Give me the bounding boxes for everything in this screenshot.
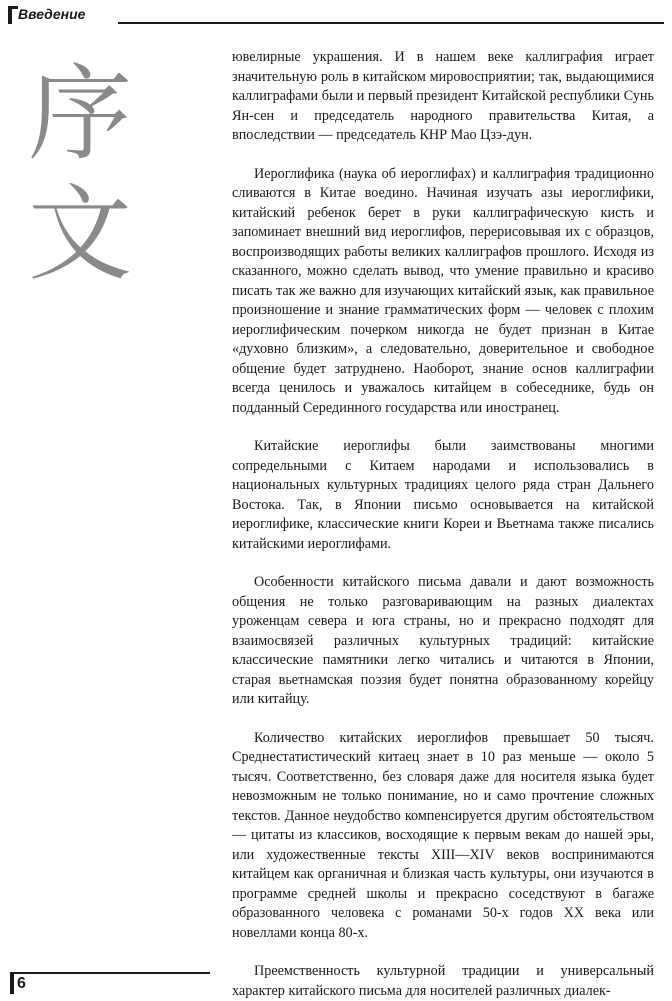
footer-rule — [10, 972, 210, 974]
paragraph-6: Преемственность культурной традиции и универсальный характер китайского письма для носителей различных диалек- — [232, 963, 654, 999]
page-number: 6 — [17, 975, 26, 992]
header-bracket-top-mark — [8, 6, 18, 9]
header-rule — [118, 22, 664, 24]
section-title: Введение — [18, 6, 86, 22]
paragraph-1: ювелирные украшения. И в нашем веке каллиграфия играет значительную роль в китайском мировосприятии; так, выдающимися каллиграфами были и первый президент Китайской республики Сунь Ян-сен и председатель народного правительства Китая, а впоследствии — председатель КНР Мао Цзэ-дун. — [232, 49, 654, 143]
footer-bracket-mark — [10, 972, 14, 994]
paragraph-2: Иероглифика (наука об иероглифах) и каллиграфия традиционно сливаются в Китае воедино. Начиная изучать азы иероглифики, китайский ребенок берет в руки каллиграфическую кисть и запоминает внешний вид иероглифов, перерисовывая их с образцов, воспроизводящих работы великих каллиграфов прошлого. Исходя из сказанного, можно сделать вывод, что умение правильно и красиво писать так же важно для изучающих китайский язык, как правильное произношение и знание грамматических форм — человек с плохим иероглифическим почерком никогда не будет признан в Китае «духовно близким», а следовательно, доверительное и свободное общение будет затруднено. Наоборот, знание основ каллиграфии всегда ценилось и уважалось китайцем в собеседнике, будь он подданный Серединного государства или иностранец. — [232, 165, 654, 416]
decorative-character-xu: 序 — [27, 53, 132, 175]
paragraph-3: Китайские иероглифы были заимствованы многими сопредельными с Китаем народами и использовались в национальных культурных традициях целого ряда стран Дальнего Востока. Так, в Японии письмо основывается на китайской иероглифике, классические книги Кореи и Вьетнама также писались китайскими иероглифами. — [232, 438, 654, 552]
paragraph-4: Особенности китайского письма давали и дают возможность общения не только разговаривающим на разных диалектах уроженцам севера и юга страны, но и прекрасно подходят для взаимосвязей различных культурных традиций: китайские классические памятники легко читались и читаются в Японии, старая вьетнамская поэзия будет понятна образованному корейцу или китайцу. — [232, 574, 654, 707]
running-header — [8, 6, 664, 24]
paragraph-5: Количество китайских иероглифов превышает 50 тысяч. Среднестатистический китаец знает в 10 раз меньше — около 5 тысяч. Соответственно, без словаря даже для носителя языка будет невозможным не только понимание, но и само прочтение сложных текстов. Данное неудобство компенсируется другим обстоятельством — цитаты из классиков, восходящие к первым векам до нашей эры, или художественные тексты XIII—XIV веков воспринимаются китайцем как органичная и близкая часть культуры, они изучаются в программе средней школы и прекрасно соседствуют в багаже образованного человека с романами 50-х годов XX века или новеллами конца 80-х. — [232, 729, 654, 941]
decorative-character-wen: 文 — [27, 173, 132, 295]
body-text — [232, 48, 654, 1001]
